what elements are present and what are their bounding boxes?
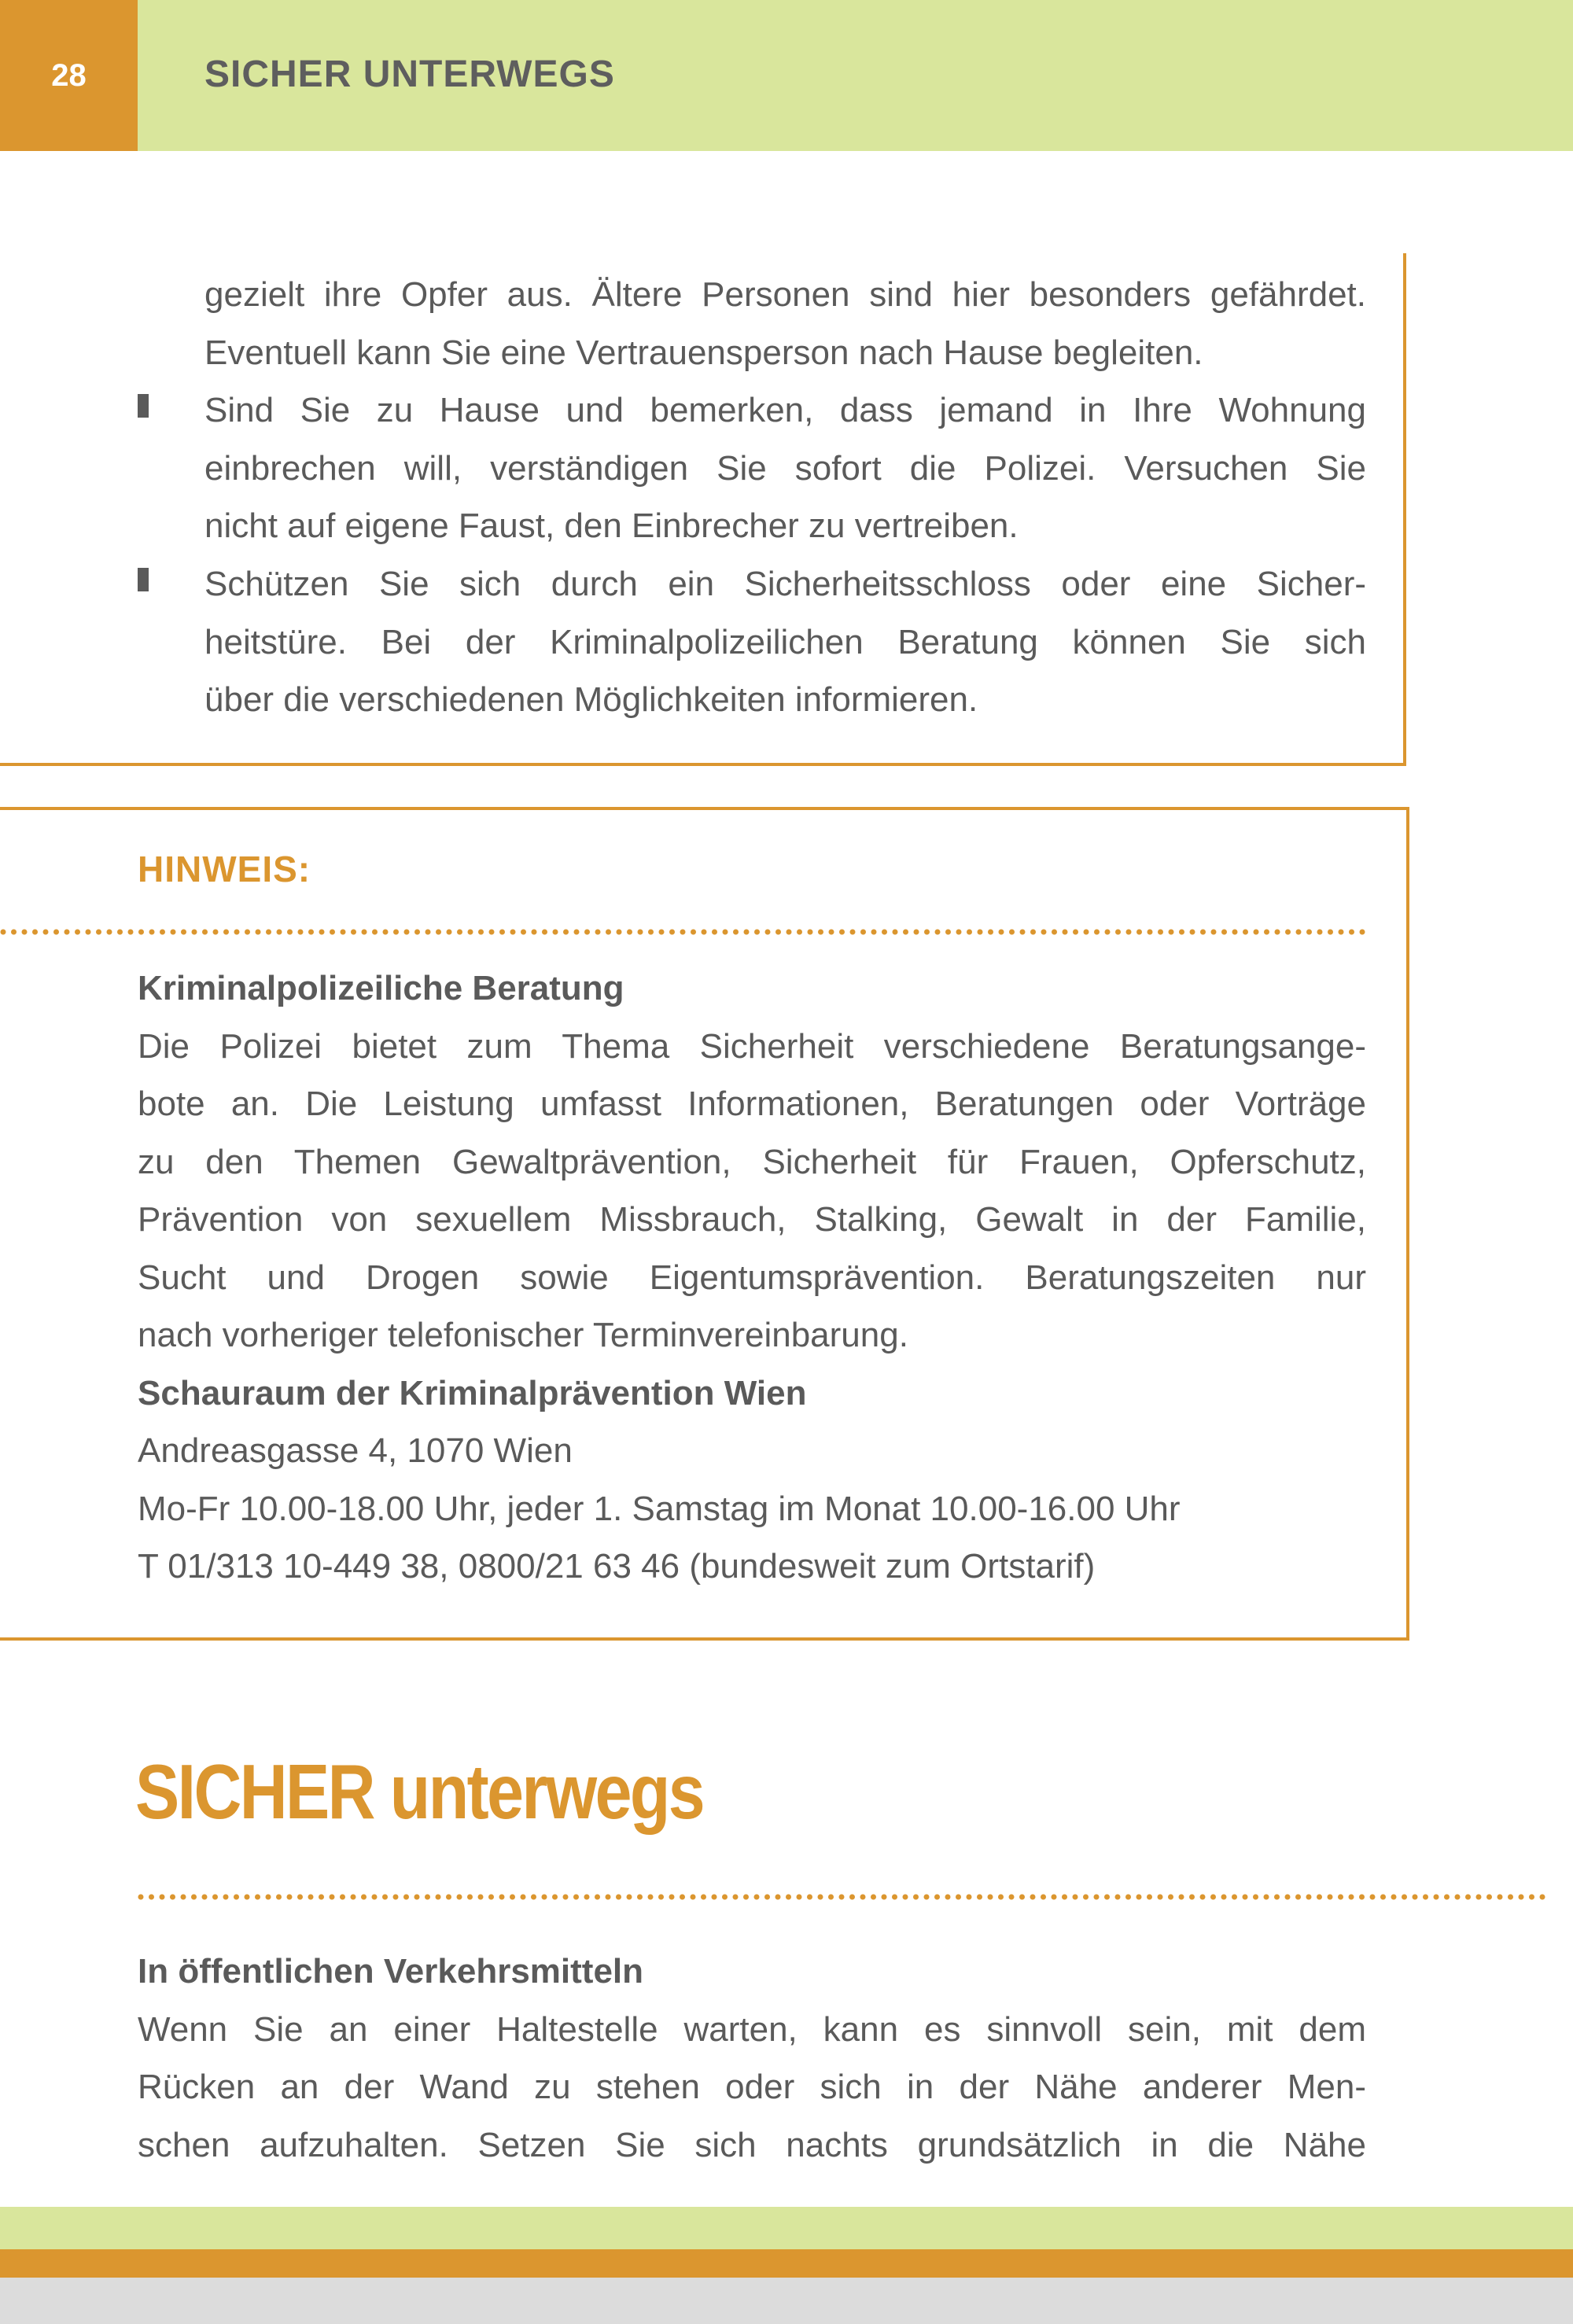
running-header-title: SICHER UNTERWEGS xyxy=(204,53,615,95)
bullet-item xyxy=(204,381,1366,555)
text-line: schen aufzuhalten. Setzen Sie sich nachts grundsätzlich in die Nähe xyxy=(138,2125,1366,2164)
text-line: Eventuell kann Sie eine Vertrauensperson nach Hause begleiten. xyxy=(204,333,1203,372)
address: Andreasgasse 4, 1070 Wien xyxy=(138,1431,573,1470)
hint-title: Kriminalpolizeiliche Beratung xyxy=(138,969,624,1007)
footer-band-green xyxy=(0,2207,1573,2249)
section-heading: SICHER unterwegs xyxy=(135,1748,704,1835)
text-line: nicht auf eigene Faust, den Einbrecher zu vertreiben. xyxy=(204,506,1019,545)
text-line: nach vorheriger telefonischer Terminvereinbarung. xyxy=(138,1316,908,1354)
opening-hours: Mo-Fr 10.00-18.00 Uhr, jeder 1. Samstag im Monat 10.00-16.00 Uhr xyxy=(138,1489,1181,1528)
text-line: Rücken an der Wand zu stehen oder sich in der Nähe anderer Men- xyxy=(138,2068,1366,2106)
text-line: zu den Themen Gewaltprävention, Sicherheit für Frauen, Opferschutz, xyxy=(138,1142,1366,1181)
text-line: über die verschiedenen Möglichkeiten informieren. xyxy=(204,680,978,719)
text-line: heitstüre. Bei der Kriminalpolizeilichen Beratung können Sie sich xyxy=(204,622,1366,661)
hint-label: HINWEIS: xyxy=(138,849,311,889)
dotted-divider xyxy=(138,1893,1549,1901)
dotted-divider xyxy=(0,928,1369,936)
page-number: 28 xyxy=(0,0,138,151)
text-line: Prävention von sexuellem Missbrauch, Stalking, Gewalt in der Familie, xyxy=(138,1200,1366,1239)
bullet-marker xyxy=(138,568,149,591)
section-content xyxy=(138,1943,1366,2174)
text-line: Sucht und Drogen sowie Eigentumsprävention. Beratungszeiten nur xyxy=(138,1258,1366,1297)
text-line: bote an. Die Leistung umfasst Informationen, Beratungen oder Vorträge xyxy=(138,1085,1366,1123)
text-line: gezielt ihre Opfer aus. Ältere Personen sind hier besonders gefährdet. xyxy=(204,275,1366,314)
text-line: Sind Sie zu Hause und bemerken, dass jemand in Ihre Wohnung xyxy=(204,391,1366,429)
footer-band-orange xyxy=(0,2249,1573,2278)
bullet-marker xyxy=(138,394,149,418)
continued-paragraph xyxy=(204,266,1366,381)
hint-content xyxy=(138,959,1366,1596)
text-line: Wenn Sie an einer Haltestelle warten, kann es sinnvoll sein, mit dem xyxy=(138,2009,1366,2049)
location-name: Schauraum der Kriminalprävention Wien xyxy=(138,1373,807,1412)
phone-numbers: T 01/313 10-449 38, 0800/21 63 46 (bundesweit zum Ortstarif) xyxy=(138,1547,1096,1586)
footer-band-grey xyxy=(0,2278,1573,2324)
subheading: In öffentlichen Verkehrsmitteln xyxy=(138,1952,644,1991)
text-line: Schützen Sie sich durch ein Sicherheitsschloss oder eine Sicher- xyxy=(204,565,1366,603)
text-line: Die Polizei bietet zum Thema Sicherheit verschiedene Beratungsange- xyxy=(138,1026,1366,1066)
text-line: einbrechen will, verständigen Sie sofort die Polizei. Versuchen Sie xyxy=(204,448,1366,488)
bullet-item xyxy=(204,555,1366,729)
